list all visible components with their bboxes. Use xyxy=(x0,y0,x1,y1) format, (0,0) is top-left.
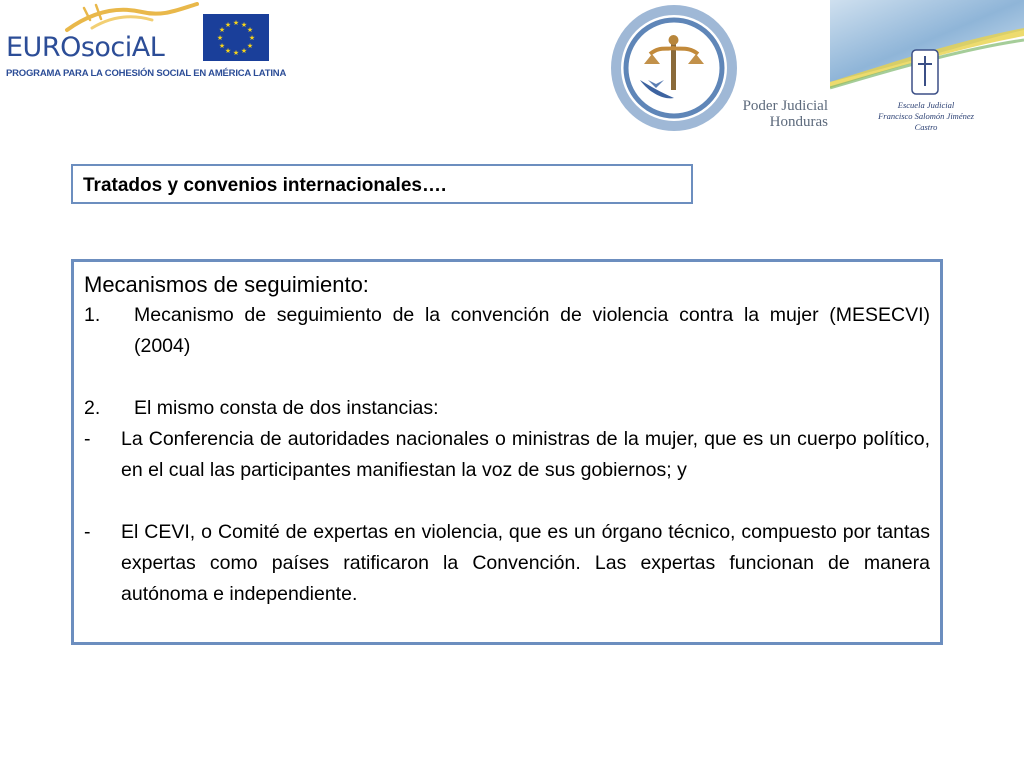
bullet-item xyxy=(84,517,930,610)
numbered-item xyxy=(84,300,930,362)
svg-text:★: ★ xyxy=(218,42,226,50)
svg-text:★: ★ xyxy=(248,34,256,42)
svg-text:★: ★ xyxy=(232,19,240,27)
bullet-item xyxy=(84,424,930,486)
bullet-marker: - xyxy=(84,521,91,543)
svg-text:★: ★ xyxy=(246,42,254,50)
eurosocial-tagline: PROGRAMA PARA LA COHESIÓN SOCIAL EN AMÉRICA LATINA xyxy=(6,68,287,79)
numbered-item xyxy=(84,393,930,424)
svg-text:★: ★ xyxy=(224,47,232,55)
poder-judicial-line2: Honduras xyxy=(769,114,828,130)
eu-flag-icon xyxy=(203,14,269,61)
escuela-judicial-name xyxy=(876,100,976,133)
poder-judicial-line1: Poder Judicial xyxy=(742,98,828,114)
item-marker: 1. xyxy=(84,304,101,326)
bullet-text: La Conferencia de autoridades nacionales o ministras de la mujer, que es un cuerpo político, en el cual las participantes manifiestan la voz de sus gobiernos; y xyxy=(121,428,930,481)
slide-content-box xyxy=(71,259,943,645)
item-marker: 2. xyxy=(84,397,101,419)
bullet-marker: - xyxy=(84,428,91,450)
svg-text:★: ★ xyxy=(240,21,248,29)
slide-title-box xyxy=(71,164,693,204)
svg-text:★: ★ xyxy=(232,49,240,57)
content-heading: Mecanismos de seguimiento: xyxy=(84,272,369,297)
svg-text:★: ★ xyxy=(246,26,254,34)
spacer xyxy=(84,486,930,517)
eurosocial-wordmark-end: AL xyxy=(131,32,165,63)
poder-judicial-name xyxy=(718,98,828,130)
bullet-text: El CEVI, o Comité de expertas en violencia, que es un órgano técnico, compuesto por tantas expertas como países ratificaron la Convención. Las expertas funcionan de manera autónoma e independiente. xyxy=(121,521,930,605)
svg-text:★: ★ xyxy=(240,47,248,55)
slide-title: Tratados y convenios internacionales…. xyxy=(83,175,447,196)
svg-text:★: ★ xyxy=(216,34,224,42)
escuela-judicial-line2: Francisco Salomón Jiménez Castro xyxy=(878,111,974,132)
eurosocial-wordmark xyxy=(6,32,164,63)
eurosocial-swoosh-graphic xyxy=(62,2,202,34)
eurosocial-logo xyxy=(2,2,287,84)
item-text: Mecanismo de seguimiento de la convención de violencia contra la mujer (MESECVI) (2004) xyxy=(134,304,930,357)
eurosocial-wordmark-main: EUROsoci xyxy=(6,32,132,63)
spacer xyxy=(84,362,930,393)
item-text: El mismo consta de dos instancias: xyxy=(134,397,439,419)
svg-text:★: ★ xyxy=(218,26,226,34)
escuela-judicial-line1: Escuela Judicial xyxy=(897,100,955,110)
svg-text:★: ★ xyxy=(224,21,232,29)
